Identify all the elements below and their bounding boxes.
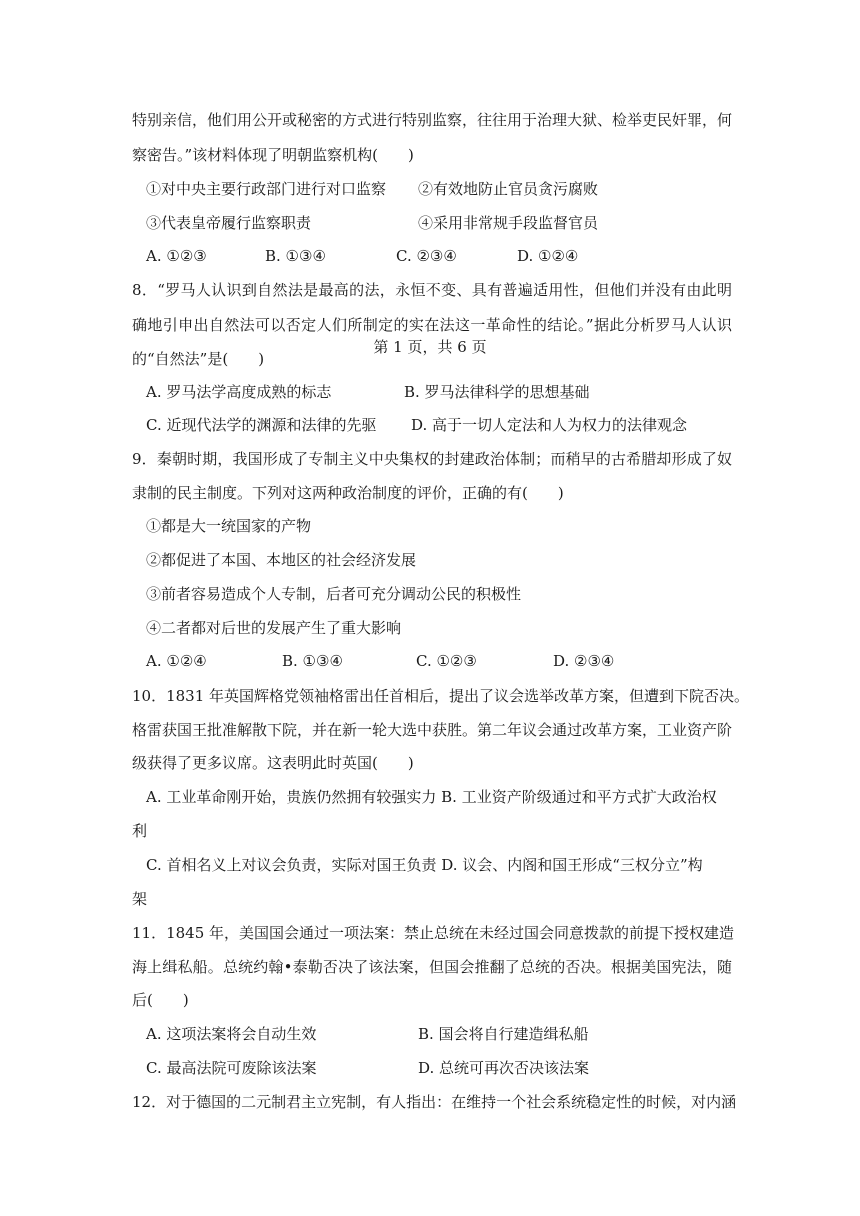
q7-text-line-1: 特别亲信，他们用公开或秘密的方式进行特别监察，往往用于治理大狱、检举吏民奸罪，何	[132, 111, 733, 129]
q10-options-ab-cont: 利	[132, 822, 148, 840]
q12-text-line-1: 12．对于德国的二元制君主立宪制，有人指出：在维持一个社会系统稳定性的时候，对内涵	[132, 1093, 737, 1111]
q10-options-ab: A. 工业革命刚开始，贵族仍然拥有较强实力 B. 工业资产阶级通过和平方式扩大政治权	[146, 788, 717, 806]
q10-options-cd: C. 首相名义上对议会负责，实际对国王负责 D. 议会、内阁和国王形成“三权分立”构	[146, 856, 703, 874]
q11-option-c: C. 最高法院可废除该法案	[146, 1059, 317, 1077]
q11-option-a: A. 这项法案将会自动生效	[146, 1025, 317, 1043]
q7-text-line-2: 察密告。”该材料体现了明朝监察机构( )	[132, 146, 414, 164]
q8-text-line-3: 的“自然法”是( )	[132, 350, 265, 368]
q11-text-line-1: 11．1845 年，美国国会通过一项法案：禁止总统在未经过国会同意拨款的前提下授权建造	[132, 924, 735, 942]
q9-option-a: A. ①②④	[146, 652, 207, 670]
q7-option-b: B. ①③④	[265, 247, 326, 265]
q9-text-line-1: 9．秦朝时期，我国形成了专制主义中央集权的封建政治体制；而稍早的古希腊却形成了奴	[132, 450, 732, 468]
q7-option-d: D. ①②④	[517, 247, 579, 265]
q9-statement-2: ②都促进了本国、本地区的社会经济发展	[146, 551, 417, 569]
q7-statement-1: ①对中央主要行政部门进行对口监察	[146, 180, 387, 198]
q9-text-line-2: 隶制的民主制度。下列对这两种政治制度的评价，正确的有( )	[132, 484, 564, 502]
q10-text-line-3: 级获得了更多议席。这表明此时英国( )	[132, 754, 414, 772]
q7-option-a: A. ①②③	[146, 247, 207, 265]
q7-statement-2: ②有效地防止官员贪污腐败	[418, 180, 599, 198]
q9-statement-4: ④二者都对后世的发展产生了重大影响	[146, 619, 402, 637]
q7-option-c: C. ②③④	[396, 247, 457, 265]
q9-statement-3: ③前者容易造成个人专制，后者可充分调动公民的积极性	[146, 585, 522, 603]
q10-text-line-1: 10．1831 年英国辉格党领袖格雷出任首相后，提出了议会选举改革方案，但遭到下院否决。	[132, 687, 750, 705]
q8-option-c: C. 近现代法学的渊源和法律的先驱	[146, 416, 377, 434]
q8-option-a: A. 罗马法学高度成熟的标志	[146, 383, 332, 401]
q11-text-line-2: 海上缉私船。总统约翰•泰勒否决了该法案，但国会推翻了总统的否决。根据美国宪法，随	[132, 958, 732, 976]
q11-option-b: B. 国会将自行建造缉私船	[418, 1025, 589, 1043]
q8-text-line-2: 确地引申出自然法可以否定人们所制定的实在法这一革命性的结论。”据此分析罗马人认识	[132, 316, 732, 334]
q11-option-d: D. 总统可再次否决该法案	[418, 1059, 590, 1077]
q11-text-line-3: 后( )	[132, 991, 189, 1009]
q7-statement-4: ④采用非常规手段监督官员	[418, 214, 599, 232]
q8-option-b: B. 罗马法律科学的思想基础	[404, 383, 590, 401]
q8-text-line-1: 8．“罗马人认识到自然法是最高的法，永恒不变、具有普遍适用性，但他们并没有由此明	[132, 281, 732, 299]
page-footer: 第 1 页，共 6 页	[373, 338, 487, 356]
q9-option-c: C. ①②③	[416, 652, 477, 670]
q7-statement-3: ③代表皇帝履行监察职责	[146, 214, 312, 232]
q10-options-cd-cont: 架	[132, 890, 148, 908]
q9-option-d: D. ②③④	[553, 652, 615, 670]
q9-option-b: B. ①③④	[282, 652, 343, 670]
q10-text-line-2: 格雷获国王批准解散下院，并在新一轮大选中获胜。第二年议会通过改革方案，工业资产阶	[132, 721, 733, 739]
q9-statement-1: ①都是大一统国家的产物	[146, 517, 312, 535]
q8-option-d: D. 高于一切人定法和人为权力的法律观念	[411, 416, 688, 434]
